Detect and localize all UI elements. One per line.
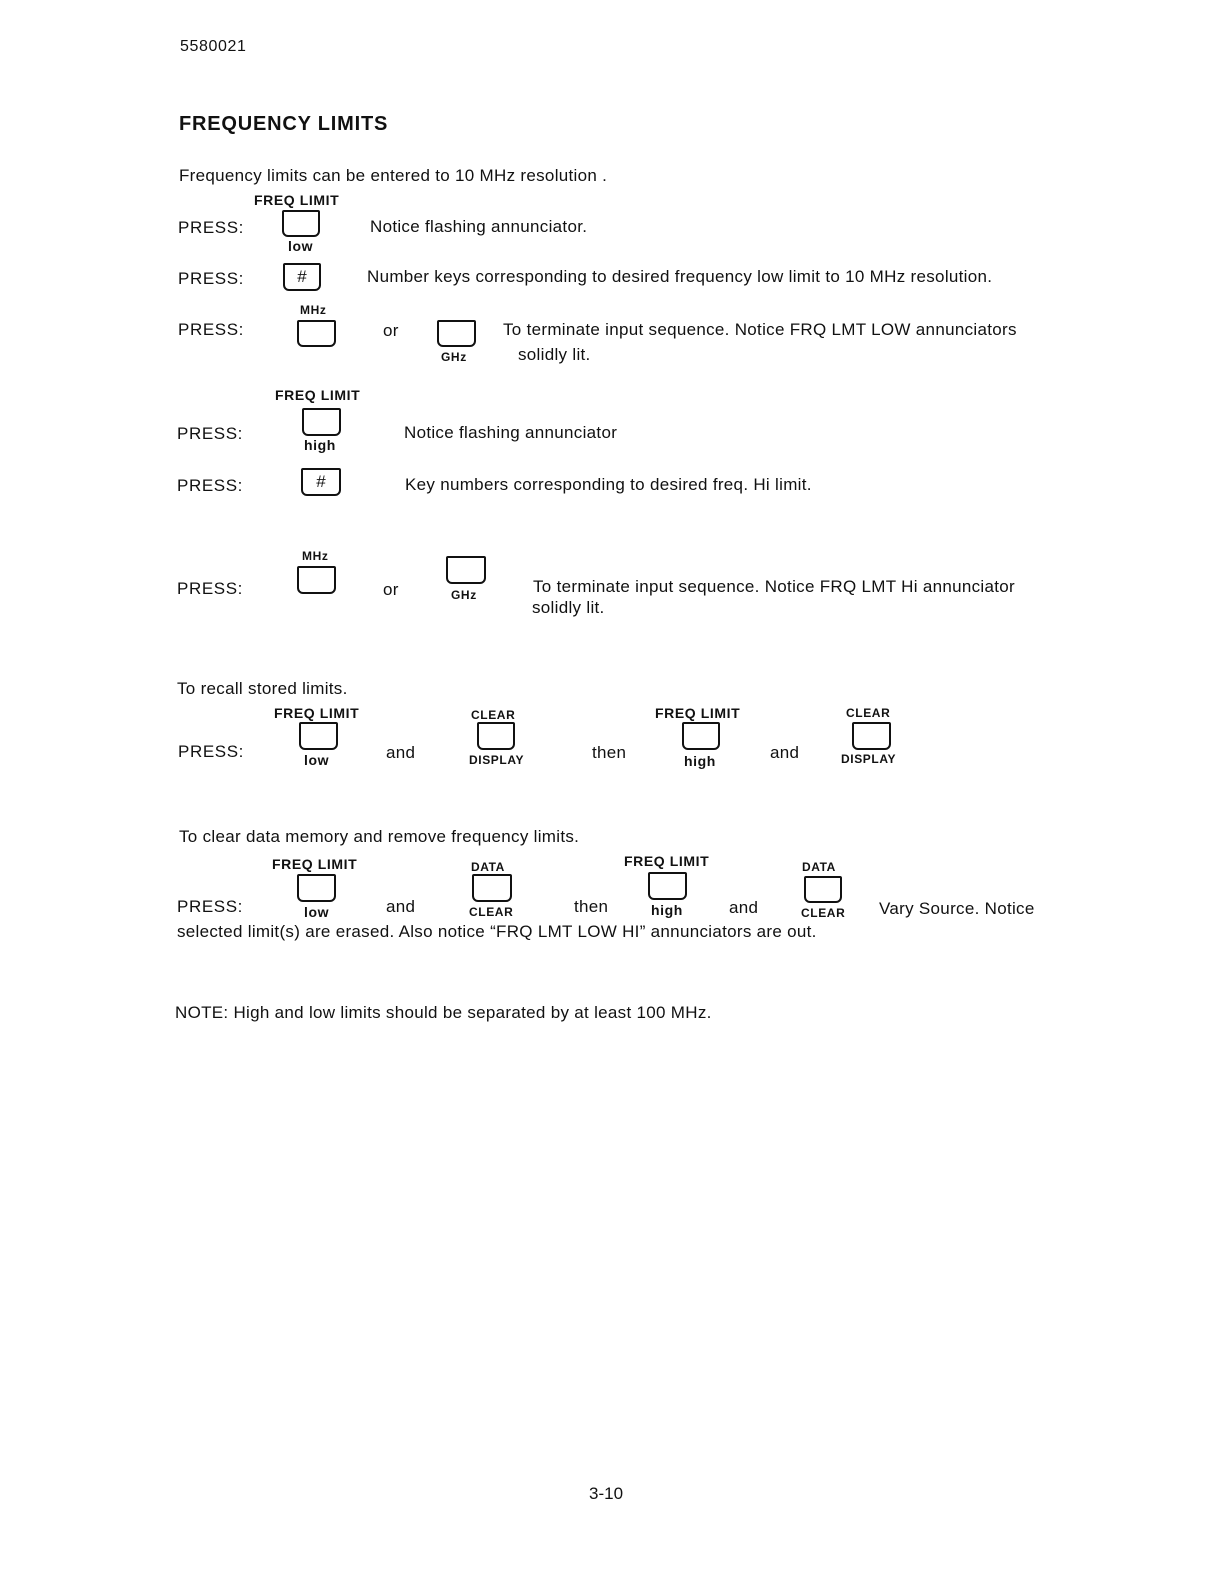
step-description: Notice flashing annunciator.	[370, 217, 588, 236]
clear-key-bottom-label: DISPLAY	[469, 753, 525, 767]
press-label: PRESS:	[177, 897, 243, 916]
data-key-bottom-label: CLEAR	[801, 906, 846, 920]
ghz-key-bottom-label: GHz	[441, 350, 467, 364]
freq-limit-key-bottom-label: low	[304, 752, 330, 768]
and-text: and	[729, 898, 759, 917]
clear-intro: To clear data memory and remove frequency limits.	[179, 827, 580, 846]
freq-limit-key-top-label: FREQ LIMIT	[275, 387, 361, 403]
doc-number: 5580021	[180, 38, 247, 55]
step-description: Number keys corresponding to desired frequency low limit to 10 MHz resolution.	[367, 267, 993, 286]
step-description-cont: solidly lit.	[532, 598, 605, 617]
step-description: Vary Source. Notice	[879, 899, 1035, 918]
press-label: PRESS:	[178, 218, 244, 237]
data-key-top-label: DATA	[802, 860, 836, 874]
press-label: PRESS:	[177, 424, 243, 443]
clear-key-top-label: CLEAR	[846, 706, 891, 720]
and-text: and	[386, 743, 416, 762]
mhz-key[interactable]	[297, 566, 336, 594]
data-key-top-label: DATA	[471, 860, 505, 874]
number-key[interactable]: #	[283, 263, 321, 291]
step-description: Notice flashing annunciator	[404, 423, 618, 442]
and-text: and	[770, 743, 800, 762]
ghz-key[interactable]	[446, 556, 486, 584]
recall-intro: To recall stored limits.	[177, 679, 348, 698]
press-label: PRESS:	[178, 269, 244, 288]
intro-text: Frequency limits can be entered to 10 MHz resolution .	[179, 166, 608, 185]
press-label: PRESS:	[178, 742, 244, 761]
press-label: PRESS:	[177, 579, 243, 598]
page-title: FREQUENCY LIMITS	[179, 113, 389, 135]
freq-limit-key-top-label: FREQ LIMIT	[274, 705, 360, 721]
press-label: PRESS:	[178, 320, 244, 339]
number-key[interactable]: #	[301, 468, 341, 496]
clear-key-bottom-label: DISPLAY	[841, 752, 897, 766]
freq-limit-key-bottom-label: high	[651, 902, 683, 918]
mhz-key[interactable]	[297, 320, 336, 347]
ghz-key[interactable]	[437, 320, 476, 347]
step-description-cont: solidly lit.	[518, 345, 591, 364]
step-description: To terminate input sequence. Notice FRQ LMT Hi annunciator	[533, 577, 1015, 596]
freq-limit-key-top-label: FREQ LIMIT	[254, 192, 340, 208]
step-description-cont: selected limit(s) are erased. Also notice “FRQ LMT LOW HI” annunciators are out.	[177, 922, 817, 941]
step-description: Key numbers corresponding to desired freq. Hi limit.	[405, 475, 812, 494]
page-number: 3-10	[589, 1484, 624, 1503]
freq-limit-key-bottom-label: high	[304, 437, 336, 453]
data-key-bottom-label: CLEAR	[469, 905, 514, 919]
data-clear-key[interactable]	[804, 876, 842, 903]
freq-limit-low-key[interactable]	[282, 210, 320, 237]
clear-key-top-label: CLEAR	[471, 708, 516, 722]
freq-limit-low-key[interactable]	[299, 722, 338, 750]
or-text: or	[383, 580, 399, 599]
then-text: then	[592, 743, 627, 762]
mhz-key-top-label: MHz	[302, 549, 329, 563]
step-description: To terminate input sequence. Notice FRQ LMT LOW annunciators	[503, 320, 1017, 339]
note-text: NOTE: High and low limits should be separated by at least 100 MHz.	[175, 1003, 712, 1022]
freq-limit-key-top-label: FREQ LIMIT	[272, 856, 358, 872]
ghz-key-bottom-label: GHz	[451, 588, 477, 602]
press-label: PRESS:	[177, 476, 243, 495]
freq-limit-high-key[interactable]	[682, 722, 720, 750]
mhz-key-top-label: MHz	[300, 303, 327, 317]
clear-display-key[interactable]	[852, 722, 891, 750]
and-text: and	[386, 897, 416, 916]
freq-limit-key-bottom-label: high	[684, 753, 716, 769]
clear-display-key[interactable]	[477, 722, 515, 750]
freq-limit-key-top-label: FREQ LIMIT	[624, 853, 710, 869]
freq-limit-low-key[interactable]	[297, 874, 336, 902]
then-text: then	[574, 897, 609, 916]
freq-limit-key-bottom-label: low	[288, 238, 314, 254]
freq-limit-key-top-label: FREQ LIMIT	[655, 705, 741, 721]
data-clear-key[interactable]	[472, 874, 512, 902]
or-text: or	[383, 321, 399, 340]
freq-limit-high-key[interactable]	[302, 408, 341, 436]
freq-limit-key-bottom-label: low	[304, 904, 330, 920]
freq-limit-high-key[interactable]	[648, 872, 687, 900]
